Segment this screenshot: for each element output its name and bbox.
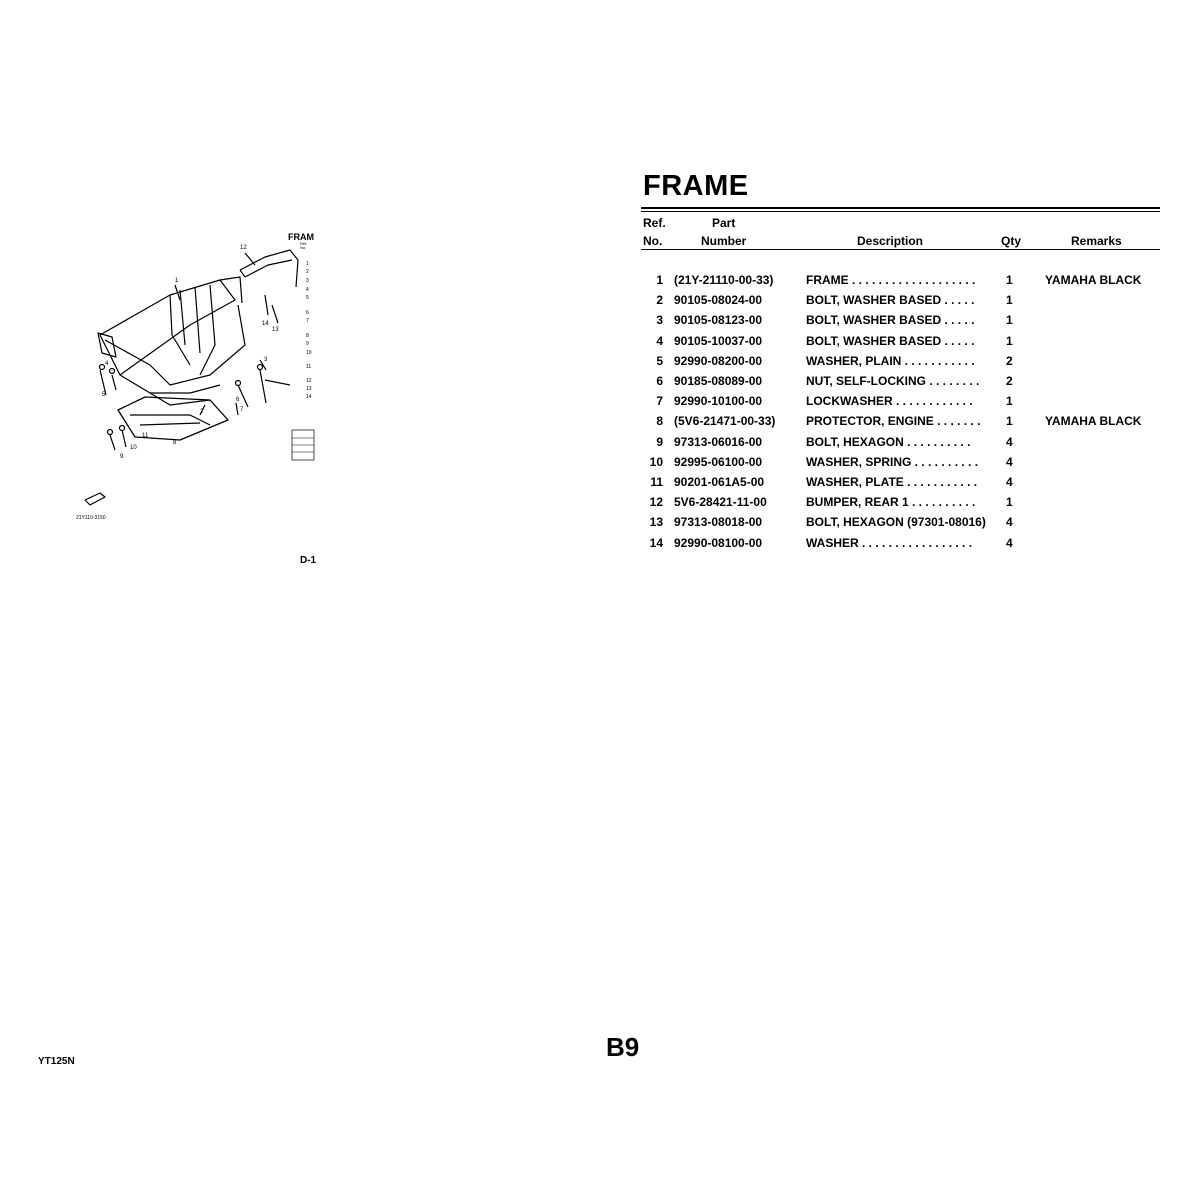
diagram-callout: 6	[236, 397, 240, 403]
table-row	[641, 475, 1161, 495]
ref-cell: 3	[656, 313, 663, 328]
diagram-ref-number: 5	[306, 295, 309, 301]
diagram-ref-number: 6	[306, 310, 309, 316]
table-row	[641, 354, 1161, 374]
diagram-ref-number: 13	[306, 386, 312, 392]
part-number-cell: 90201-061A5-00	[674, 475, 765, 489]
description-cell: WASHER, PLATE . . . . . . . . . . .	[806, 475, 978, 489]
ref-cell: 7	[656, 394, 663, 409]
diagram-ref-number: 9	[306, 341, 309, 347]
diagram-title: FRAM	[288, 232, 314, 242]
diagram-callout: 2	[200, 409, 204, 415]
part-number-cell: 5V6-28421-11-00	[674, 495, 767, 510]
diagram-callout: 4	[105, 361, 109, 367]
model-code: YT125N	[38, 1056, 75, 1067]
description-cell: FRAME . . . . . . . . . . . . . . . . . . .	[806, 273, 976, 287]
drawing-code: 21Y110-3150	[76, 515, 106, 521]
qty-cell: 4	[1006, 454, 1013, 469]
part-number-cell: 92990-10100-00	[674, 394, 763, 409]
diagram-callout: 1	[175, 278, 179, 284]
ref-cell: 2	[656, 293, 663, 308]
description-cell: LOCKWASHER . . . . . . . . . . . .	[806, 394, 973, 409]
qty-cell: 1	[1006, 495, 1013, 510]
title-rule-top	[641, 207, 1160, 209]
diagram-ref-number: 7	[306, 318, 309, 324]
diagram-ref-number: 14	[306, 394, 312, 400]
part-number-cell: 97313-06016-00	[674, 434, 763, 449]
qty-cell: 1	[1006, 273, 1013, 287]
section-title: FRAME	[643, 170, 749, 202]
part-number-cell: (21Y-21110-00-33)	[674, 273, 774, 287]
description-cell: BOLT, WASHER BASED . . . . .	[806, 313, 975, 328]
description-cell: PROTECTOR, ENGINE . . . . . . .	[806, 414, 981, 429]
table-row	[641, 313, 1161, 333]
table-row	[641, 273, 1161, 293]
part-number-cell: 90105-08123-00	[674, 313, 763, 328]
diagram-ref-number: 3	[306, 278, 309, 284]
description-cell: WASHER, PLAIN . . . . . . . . . . .	[806, 353, 975, 368]
table-row	[641, 293, 1161, 313]
qty-cell: 4	[1006, 535, 1013, 550]
part-number-cell: 90185-08089-00	[674, 374, 763, 388]
qty-cell: 1	[1006, 394, 1013, 409]
diagram-ref-number: 11	[306, 364, 312, 370]
table-row	[641, 334, 1161, 354]
table-row	[641, 455, 1161, 475]
qty-cell: 1	[1006, 333, 1013, 348]
ref-cell: 8	[656, 414, 663, 429]
ref-cell: 5	[656, 353, 663, 368]
diagram-callout: 9	[120, 454, 124, 460]
ref-cell: 6	[656, 374, 663, 388]
remarks-cell: YAMAHA BLACK	[1045, 414, 1142, 429]
diagram-ref-label	[300, 242, 307, 250]
qty-cell: 1	[1006, 414, 1013, 429]
description-cell: BOLT, WASHER BASED . . . . .	[806, 293, 975, 308]
table-row	[641, 394, 1161, 414]
header-qty: Qty	[1001, 234, 1022, 248]
diagram-callout: 10	[130, 445, 137, 451]
table-row	[641, 536, 1161, 556]
ref-cell: 10	[649, 454, 663, 469]
header-part-line2: Number	[701, 234, 747, 248]
description-cell: BUMPER, REAR 1 . . . . . . . . . .	[806, 495, 976, 510]
table-row	[641, 435, 1161, 455]
header-remarks: Remarks	[1071, 234, 1122, 248]
qty-cell: 1	[1006, 293, 1013, 308]
description-cell: BOLT, HEXAGON . . . . . . . . . .	[806, 434, 971, 449]
part-number-cell: 97313-08018-00	[674, 515, 763, 530]
frame-exploded-diagram	[60, 225, 330, 535]
diagram-ref-label-2: No.	[300, 245, 307, 250]
description-cell: BOLT, WASHER BASED . . . . .	[806, 333, 975, 348]
title-rule-bottom	[641, 211, 1160, 212]
ref-cell: 1	[656, 273, 663, 287]
diagram-callout: 11	[142, 433, 149, 439]
part-number-cell: 92990-08100-00	[674, 535, 763, 550]
description-cell: NUT, SELF-LOCKING . . . . . . . .	[806, 374, 980, 388]
diagram-callout: 14	[262, 321, 269, 327]
description-cell: WASHER, SPRING . . . . . . . . . .	[806, 454, 979, 469]
diagram-ref-number: 1	[306, 261, 309, 267]
header-description: Description	[857, 234, 924, 248]
ref-cell: 13	[649, 515, 663, 530]
diagram-ref-number: 8	[306, 333, 309, 339]
diagram-callout: 3	[264, 357, 268, 363]
diagram-callout: 12	[240, 245, 247, 251]
diagram-ref-number: 10	[306, 350, 312, 356]
ref-cell: 4	[656, 333, 663, 348]
diagram-ref-number: 12	[306, 378, 312, 384]
qty-cell: 1	[1006, 313, 1013, 328]
ref-cell: 14	[649, 535, 663, 550]
qty-cell: 2	[1006, 374, 1013, 388]
qty-cell: 2	[1006, 353, 1013, 368]
ref-cell: 9	[656, 434, 663, 449]
page-number: B9	[606, 1032, 640, 1062]
description-cell: WASHER . . . . . . . . . . . . . . . . .	[806, 535, 973, 550]
qty-cell: 4	[1006, 475, 1013, 489]
part-number-cell: 92995-06100-00	[674, 454, 763, 469]
header-ref-line2: No.	[643, 234, 663, 248]
diagram-callout: 13	[272, 327, 279, 333]
diagram-ref-number: 2	[306, 269, 309, 275]
qty-cell: 4	[1006, 515, 1013, 530]
diagram-callout: 5	[102, 392, 106, 398]
part-number-cell: 90105-08024-00	[674, 293, 763, 308]
part-number-cell: 90105-10037-00	[674, 333, 763, 348]
part-number-cell: (5V6-21471-00-33)	[674, 414, 776, 429]
table-row	[641, 495, 1161, 515]
diagram-ref-label-1: Ref.	[300, 241, 308, 246]
table-row	[641, 515, 1161, 535]
ref-cell: 11	[650, 475, 663, 489]
header-rule	[641, 249, 1160, 250]
remarks-cell: YAMAHA BLACK	[1045, 273, 1142, 287]
qty-cell: 4	[1006, 434, 1013, 449]
table-row	[641, 374, 1161, 394]
part-number-cell: 92990-08200-00	[674, 353, 763, 368]
header-ref-line1: Ref.	[643, 216, 666, 230]
header-part-line1: Part	[712, 216, 736, 230]
diagram-page-marker: D-1	[300, 555, 317, 566]
diagram-callout: 7	[240, 407, 244, 413]
table-row	[641, 414, 1161, 434]
ref-cell: 12	[649, 495, 663, 510]
diagram-ref-number: 4	[306, 287, 309, 293]
diagram-callout: 8	[173, 440, 177, 446]
description-cell: BOLT, HEXAGON (97301-08016)	[806, 515, 986, 530]
